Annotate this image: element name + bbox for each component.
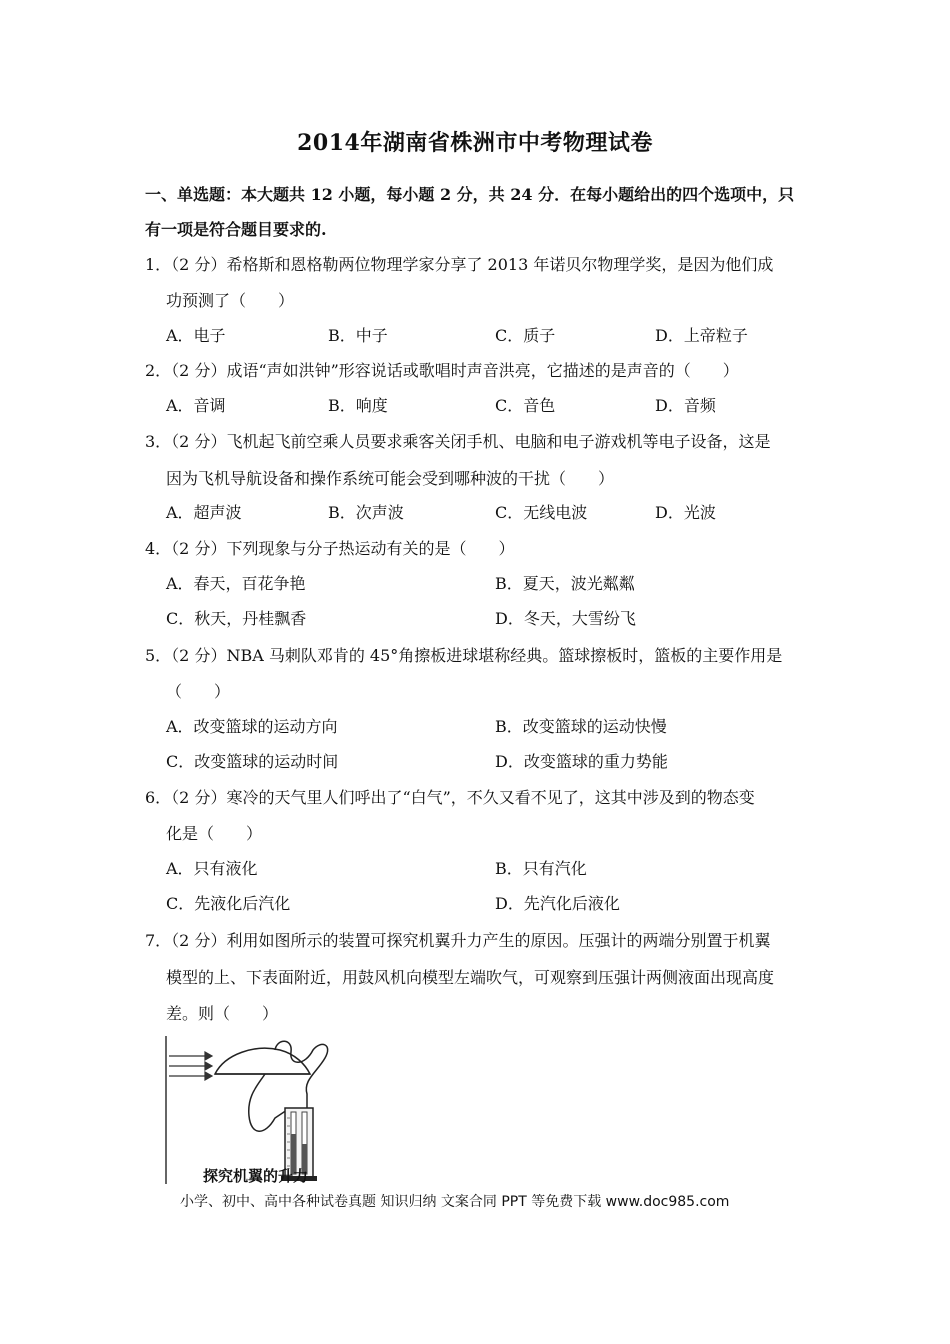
question-3-option-c: C．无线电波 xyxy=(495,503,588,522)
question-6-option-c: C．先液化后汽化 xyxy=(166,894,291,913)
question-5-line-1: 5．（2 分）NBA 马刺队邓肯的 45°角擦板进球堪称经典。篮球擦板时，篮板的主要作用是 xyxy=(145,646,783,665)
question-6-line-2: 化是（ ） xyxy=(166,824,263,843)
section-heading-line-2: 有一项是符合题目要求的. xyxy=(145,220,327,239)
question-2-option-d: D．音频 xyxy=(655,396,716,415)
question-6-line-1: 6．（2 分）寒冷的天气里人们呼出了“白气”，不久又看不见了，这其中涉及到的物态变 xyxy=(145,788,755,807)
question-1-line-1: 1．（2 分）希格斯和恩格勒两位物理学家分享了 2013 年诺贝尔物理学奖，是因为他们成 xyxy=(145,255,774,274)
wing-lift-diagram xyxy=(165,1036,345,1186)
question-4-option-c: C．秋天，丹桂飘香 xyxy=(166,609,307,628)
wind-arrows xyxy=(169,1052,212,1080)
question-1-line-2: 功预测了（ ） xyxy=(166,291,295,310)
question-3-line-1: 3．（2 分）飞机起飞前空乘人员要求乘客关闭手机、电脑和电子游戏机等电子设备，这是 xyxy=(145,432,771,451)
question-1-option-a: A．电子 xyxy=(166,326,226,345)
page-title: 2014年湖南省株洲市中考物理试卷 xyxy=(297,130,653,156)
question-4-option-a: A．春天，百花争艳 xyxy=(166,574,306,593)
question-7-line-3: 差。则（ ） xyxy=(166,1004,279,1023)
question-5-option-c: C．改变篮球的运动时间 xyxy=(166,752,339,771)
question-3-option-a: A．超声波 xyxy=(166,503,242,522)
question-2-option-c: C．音色 xyxy=(495,396,556,415)
question-1-option-b: B．中子 xyxy=(328,326,388,345)
lower-tube xyxy=(249,1074,287,1131)
question-4-line-1: 4．（2 分）下列现象与分子热运动有关的是（ ） xyxy=(145,539,515,558)
question-1-option-c: C．质子 xyxy=(495,326,556,345)
question-3-line-2: 因为飞机导航设备和操作系统可能会受到哪种波的干扰（ ） xyxy=(166,469,615,488)
section-heading-line-1: 一、单选题：本大题共 12 小题，每小题 2 分，共 24 分．在每小题给出的四个选项中，只 xyxy=(145,185,795,204)
wing-model xyxy=(215,1048,310,1074)
question-4-option-d: D．冬天，大雪纷飞 xyxy=(495,609,636,628)
question-7-line-2: 模型的上、下表面附近，用鼓风机向模型左端吹气，可观察到压强计两侧液面出现高度 xyxy=(166,968,775,987)
question-6-option-d: D．先汽化后液化 xyxy=(495,894,620,913)
question-6-option-a: A．只有液化 xyxy=(166,859,258,878)
question-5-option-b: B．改变篮球的运动快慢 xyxy=(495,717,667,736)
question-3-option-d: D．光波 xyxy=(655,503,716,522)
question-3-option-b: B．次声波 xyxy=(328,503,404,522)
wing-lift-figure xyxy=(165,1036,345,1186)
question-5-option-a: A．改变篮球的运动方向 xyxy=(166,717,338,736)
question-2-line-1: 2．（2 分）成语“声如洪钟”形容说话或歌唱时声音洪亮，它描述的是声音的（ ） xyxy=(145,361,739,380)
question-2-option-a: A．音调 xyxy=(166,396,226,415)
question-4-option-b: B．夏天，波光粼粼 xyxy=(495,574,635,593)
question-6-option-b: B．只有汽化 xyxy=(495,859,587,878)
question-2-option-b: B．响度 xyxy=(328,396,388,415)
question-1-option-d: D．上帝粒子 xyxy=(655,326,748,345)
footer-watermark-text: 小学、初中、高中各种试卷真题 知识归纳 文案合同 PPT 等免费下载 www.doc985.com xyxy=(180,1194,730,1210)
figure-caption: 探究机翼的升力 xyxy=(203,1167,309,1185)
question-7-line-1: 7．（2 分）利用如图所示的装置可探究机翼升力产生的原因。压强计的两端分别置于机翼 xyxy=(145,931,771,950)
question-5-line-2: （ ） xyxy=(166,682,231,701)
question-5-option-d: D．改变篮球的重力势能 xyxy=(495,752,668,771)
